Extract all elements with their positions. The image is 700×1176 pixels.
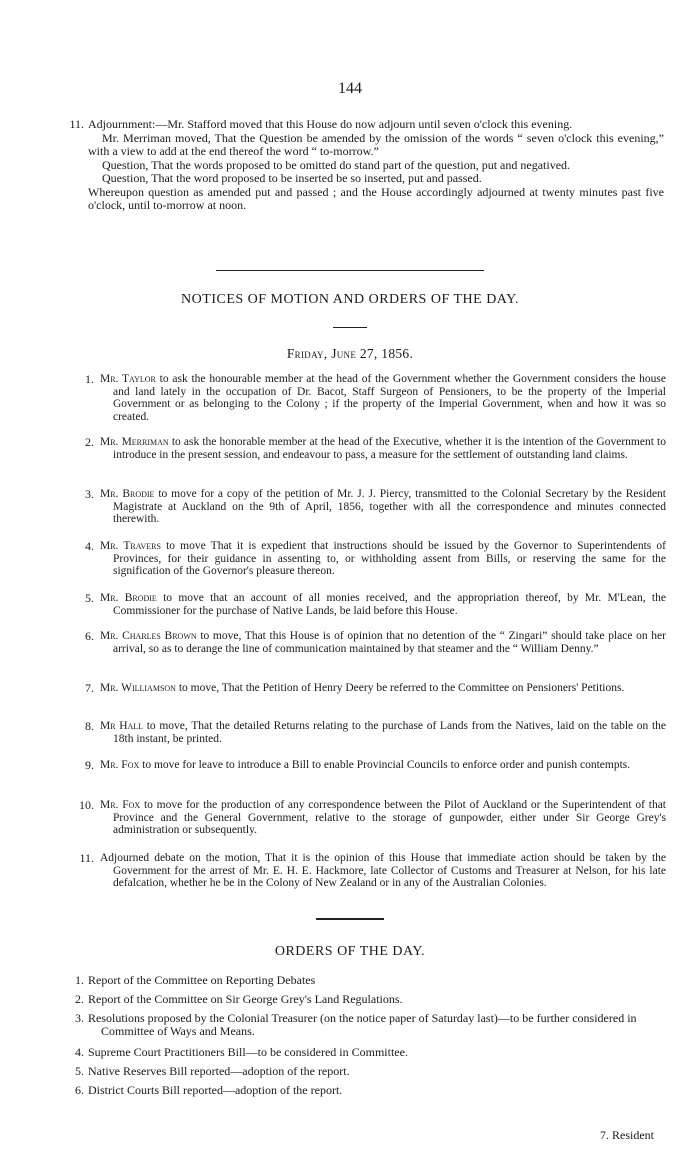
entry-lead-rest: :—Mr. Stafford moved that this House do now adjourn until seven o'clock this evening. — [152, 117, 573, 131]
notice-member: Mr. Brodie — [100, 488, 155, 500]
order-number: 1. — [75, 973, 84, 987]
notice-text: to move that an account of all monies received, and the appropriation thereof, by Mr. M'Lean, the Commissioner for the purchase of Native Lands, be laid before this House. — [113, 592, 666, 617]
notice-text: to move for leave to introduce a Bill to enable Provincial Councils to enforce order and punish contempts. — [139, 759, 631, 771]
order-text: District Courts Bill reported—adoption of the report. — [88, 1083, 343, 1097]
notice-member: Mr. Taylor — [100, 373, 156, 385]
order-text: Report of the Committee on Sir George Grey's Land Regulations. — [88, 992, 403, 1006]
notice-member: Mr Hall — [100, 720, 144, 732]
notice-member: Mr. Travers — [100, 540, 161, 552]
order-text: Report of the Committee on Reporting Debates — [88, 973, 316, 987]
notice-number: 10. — [79, 798, 94, 812]
order-number: 3. — [75, 1011, 84, 1025]
order-item — [75, 1011, 664, 1038]
notice-text: Adjourned debate on the motion, That it is the opinion of this House that immediate action should be taken by the Government for the arrest of Mr. E. H. E. Hackmore, late Collector of Customs and Treasurer at Nelson, for his late defalcation, whether he be in the Colony of New Zealand or in any of the Australian Colonies. — [100, 852, 666, 889]
notice-member: Mr. Williamson — [100, 682, 176, 694]
order-text: Supreme Court Practitioners Bill—to be considered in Committee. — [88, 1045, 408, 1059]
section-divider — [216, 270, 484, 271]
notice-number: 3. — [85, 487, 94, 501]
notice-item — [85, 591, 666, 617]
adjournment-entry — [69, 117, 664, 213]
notice-item — [85, 681, 666, 695]
orders-divider — [316, 918, 384, 920]
notice-item — [85, 758, 666, 772]
notice-member: Mr. Brodie — [100, 592, 157, 604]
short-divider — [333, 327, 367, 328]
notice-text: to move, That the Petition of Henry Deery be referred to the Committee on Pensioners' Petitions. — [175, 682, 625, 694]
notice-text: to ask the honourable member at the head of the Government whether the Government considers the house and land lately in the occupation of Dr. Bacot, Staff Surgeon of Pensioners, to be the property of the Imperial Government or as belonging to the Colony ; if the property of the Imperial Government, when and how it was so created. — [113, 373, 666, 423]
notice-number: 9. — [85, 758, 94, 772]
notice-number: 11. — [79, 851, 94, 865]
notice-member: Mr. Fox — [100, 759, 140, 771]
notice-number: 1. — [85, 372, 94, 386]
notice-number: 8. — [85, 719, 94, 733]
entry-question-insert: Question, That the word proposed to be inserted be so inserted, put and passed. — [102, 171, 482, 185]
entry-lead: Adjournment — [88, 117, 152, 131]
notice-item — [85, 487, 666, 526]
order-item — [75, 973, 664, 987]
notices-heading: NOTICES OF MOTION AND ORDERS OF THE DAY. — [181, 292, 519, 307]
order-item — [75, 1045, 664, 1059]
notice-text: to move, That the detailed Returns relating to the purchase of Lands from the Natives, laid on the table on the 18th instant, be printed. — [113, 720, 666, 745]
order-item — [75, 992, 664, 1006]
notice-number: 5. — [85, 591, 94, 605]
order-item — [75, 1064, 664, 1078]
notice-item — [79, 798, 666, 837]
catchword: 7. Resident — [600, 1128, 654, 1142]
notice-text: to move for the production of any correspondence between the Pilot of Auckland or the Superintendent of that Province and the General Government, relative to the storage of gunpowder, either under Sir George Grey's administration or subsequently. — [113, 799, 666, 836]
notice-number: 6. — [85, 629, 94, 643]
notice-number: 4. — [85, 539, 94, 553]
notice-item — [79, 851, 666, 890]
notice-item — [85, 719, 666, 745]
order-number: 2. — [75, 992, 84, 1006]
notice-item — [85, 435, 666, 461]
notice-text: to move That it is expedient that instructions should be issued by the Governor to Superintendents of Provinces, for their guidance in assenting to, or withholding assent from Bills, or reserving the same for the signification of the Governor's pleasure thereon. — [113, 540, 666, 577]
page-number: 144 — [338, 80, 362, 97]
date-text: Friday, June 27, 1856. — [286, 346, 414, 361]
order-number: 4. — [75, 1045, 84, 1059]
entry-question-omit: Question, That the words proposed to be omitted do stand part of the question, put and negatived. — [102, 157, 571, 172]
notice-item — [85, 629, 666, 655]
notice-member: Mr. Charles Brown — [100, 630, 197, 642]
notices-date — [0, 346, 700, 362]
notice-number: 2. — [85, 435, 94, 449]
notice-text: to move, That this House is of opinion that no detention of the “ Zingari” should take place on her arrival, so as to derange the line of communication maintained by that steamer and the “ William Denny.” — [113, 630, 666, 655]
order-number: 6. — [75, 1083, 84, 1097]
order-item — [75, 1083, 664, 1097]
notice-member: Mr. Merriman — [100, 436, 169, 448]
order-text: Resolutions proposed by the Colonial Treasurer (on the notice paper of Saturday last)—to be further considered in Committee of Ways and Means. — [88, 1011, 637, 1038]
notice-text: to move for a copy of the petition of Mr. J. J. Piercy, transmitted to the Colonial Secretary by the Resident Magistrate at Auckland on the 9th of April, 1856, together with all the correspondence and minutes connected therewith. — [113, 488, 666, 525]
notice-number: 7. — [85, 681, 94, 695]
entry-whereupon: Whereupon question as amended put and passed ; and the House accordingly adjourned at twenty minutes past five o'clock, until to-morrow at noon. — [88, 184, 664, 212]
order-text: Native Reserves Bill reported—adoption of the report. — [88, 1064, 350, 1078]
entry-amendment: Mr. Merriman moved, That the Question be amended by the omission of the words “ seven o'clock this evening,” with a view to add at the end thereof the word “ to-morrow.” — [88, 130, 664, 158]
entry-number: 11. — [69, 117, 84, 131]
order-number: 5. — [75, 1064, 84, 1078]
notice-text: to ask the honorable member at the head of the Executive, whether it is the intention of the Government to introduce in the present session, and endeavour to pass, a measure for the settlement of outstanding land claims. — [113, 436, 666, 461]
notice-item — [85, 539, 666, 578]
orders-heading: ORDERS OF THE DAY. — [274, 944, 426, 959]
notice-item — [85, 372, 666, 423]
notice-member: Mr. Fox — [100, 799, 141, 811]
